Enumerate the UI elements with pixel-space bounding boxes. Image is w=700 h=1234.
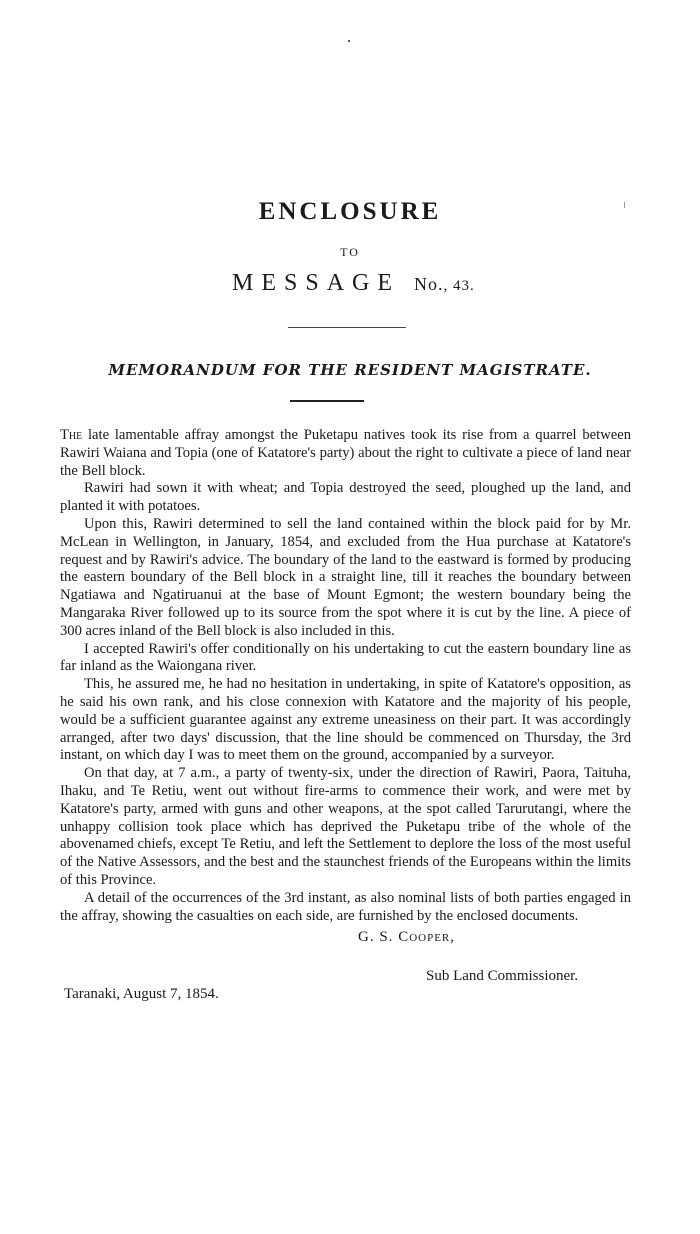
signature-initials: G. S. [358,929,399,945]
opening-word: The [60,427,83,443]
paragraph: A detail of the occurrences of the 3rd instant, as also nominal lists of both parties engaged in the affray, showing the casualties on each side, are furnished by the enclosed documents. [60,889,631,924]
paragraph-text: late lamentable affray amongst the Puketapu natives took its rise from a quarrel between Rawiri Waiana and Topia (one of Katatore's party) about the right to cultivate a piece of land near the Bell block. [60,427,631,479]
message-word: MESSAGE [232,270,401,296]
signature-surname: Cooper, [398,929,456,945]
memo-heading: MEMORANDUM FOR THE RESIDENT MAGISTRATE. [108,361,592,379]
signature [358,929,455,946]
paragraph [60,427,631,480]
message-heading [232,270,632,297]
paragraph: I accepted Rawiri's offer conditionally on his undertaking to cut the eastern boundary line as far inland as the Waiongana river. [60,640,631,675]
divider [290,400,364,402]
message-number: , 43. [443,278,475,294]
subtitle-to: TO [340,245,360,259]
memo-body [60,427,631,925]
page-title: ENCLOSURE [258,198,442,225]
signature-role: Sub Land Commissioner. [426,968,579,984]
message-no-label: No. [414,274,444,294]
paragraph: Upon this, Rawiri determined to sell the land contained within the block paid for by Mr. McLean in Wellington, in January, 1854, and excluded from the Hua purchase at Katatore's request and by Rawiri's advice. The boundary of the land to the eastward is formed by producing the eastern boundary of the Bell block in a straight line, till it reaches the boundary between Ngatiawa and Ngatiruanui at the base of Mount Egmont; the western boundary being the Mangaraka River followed up to its source from the spot where it is cut by the line. A piece of 300 acres inland of the Bell block is also included in this. [60,515,631,639]
divider [288,327,406,328]
paragraph: On that day, at 7 a.m., a party of twenty-six, under the direction of Rawiri, Paora, Taituha, Ihaku, and Te Retiu, went out without fire-arms to commence their work, and were met by Katatore's party, armed with guns and other weapons, at the spot called Tarurutangi, where the unhappy collision took place which has deprived the Puketapu tribe of the whole of the abovenamed chiefs, except Te Retiu, and left the Settlement to deplore the loss of the most useful of the Native Assessors, and the best and the staunchest friends of the Europeans within the limits of this Province. [60,765,631,888]
paragraph: Rawiri had sown it with wheat; and Topia destroyed the seed, ploughed up the land, and planted it with potatoes. [60,480,631,515]
print-speck [348,40,350,42]
paragraph: This, he assured me, he had no hesitation in undertaking, in spite of Katatore's opposition, as he said his own rank, and his close connexion with Katatore and the majority of his people, would be a sufficient guarantee against any extreme uneasiness on their part. It was accordingly arranged, after two days' discussion, that the line should be commenced on Thursday, the 3rd instant, on which day I was to meet them on the ground, accompanied by a surveyor. [60,676,631,764]
place-date: Taranaki, August 7, 1854. [64,986,219,1002]
